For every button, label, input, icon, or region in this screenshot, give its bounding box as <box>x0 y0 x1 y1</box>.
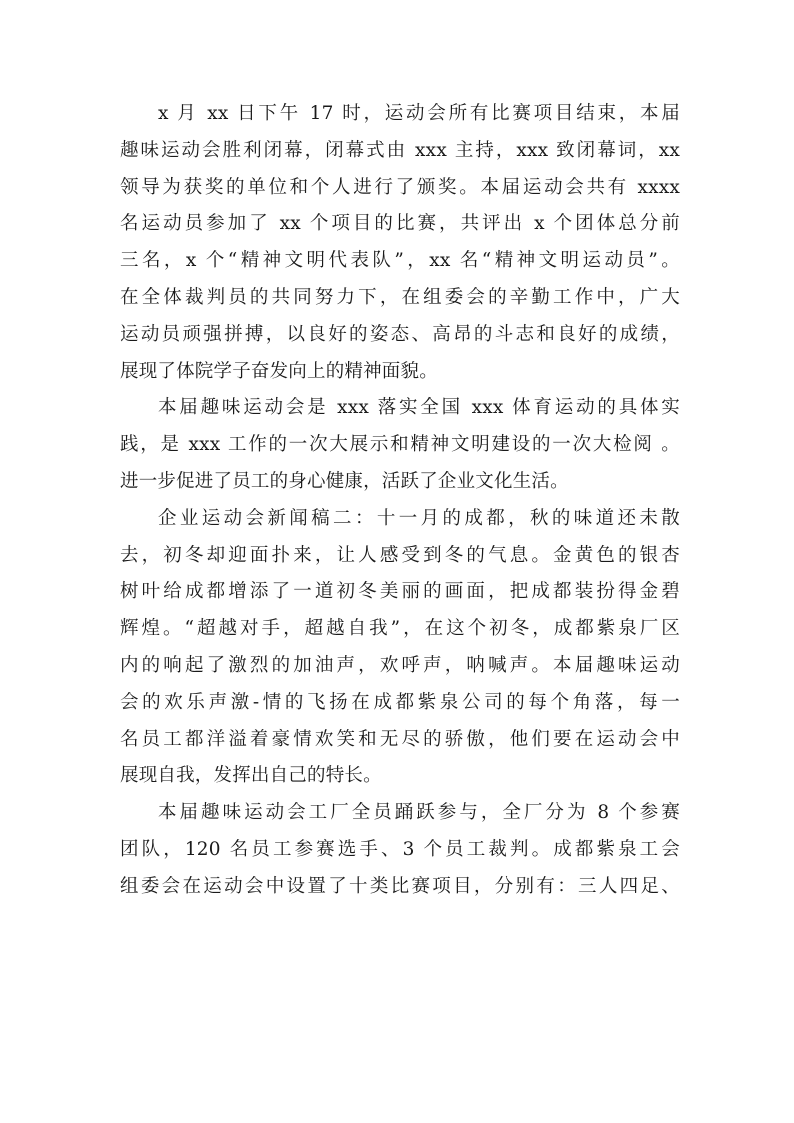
text-line: 会的欢乐声激-情的飞扬在成都紫泉公司的每个角落，每一 <box>120 691 680 713</box>
text-line: 企业运动会新闻稿二：十一月的成都，秋的味道还未散 <box>158 507 680 529</box>
text-line: 组委会在运动会中设置了十类比赛项目，分别有：三人四足、 <box>120 875 680 897</box>
text-line: 去，初冬却迎面扑来，让人感受到冬的气息。金黄色的银杏 <box>120 544 680 566</box>
text-line: x 月 xx 日下午 17 时，运动会所有比赛项目结束，本届 <box>158 103 680 124</box>
paragraph-4 <box>120 795 680 905</box>
text-line: 辉煌。“超越对手，超越自我”，在这个初冬，成都紫泉厂区 <box>120 618 680 640</box>
text-line: 本届趣味运动会工厂全员踊跃参与，全厂分为 8 个参赛 <box>158 802 680 824</box>
text-line: 践，是 xxx 工作的一次大展示和精神文明建设的一次大检阅 。 <box>120 434 680 456</box>
text-line: 趣味运动会胜利闭幕，闭幕式由 xxx 主持，xxx 致闭幕词，xx <box>120 139 680 161</box>
text-line: 领导为获奖的单位和个人进行了颁奖。本届运动会共有 xxxx <box>120 176 680 198</box>
text-line: 三名，x 个“精神文明代表队”，xx 名“精神文明运动员”。 <box>120 250 680 272</box>
text-line: 名员工都洋溢着豪情欢笑和无尽的骄傲，他们要在运动会中 <box>120 728 680 750</box>
document-body <box>120 96 680 906</box>
paragraph-1 <box>120 96 680 390</box>
text-line: 名运动员参加了 xx 个项目的比赛，共评出 x 个团体总分前 <box>120 213 680 235</box>
text-line: 展现了体院学子奋发向上的精神面貌。 <box>120 360 438 382</box>
text-line: 树叶给成都增添了一道初冬美丽的画面，把成都装扮得金碧 <box>120 581 680 603</box>
paragraph-3 <box>120 501 680 795</box>
text-line: 内的响起了激烈的加油声，欢呼声，呐喊声。本届趣味运动 <box>120 654 680 676</box>
paragraph-2 <box>120 390 680 500</box>
text-line: 进一步促进了员工的身心健康，活跃了企业文化生活。 <box>120 470 569 492</box>
text-line: 运动员顽强拼搏，以良好的姿态、高昂的斗志和良好的成绩， <box>120 323 680 345</box>
text-line: 展现自我，发挥出自己的特长。 <box>120 765 382 787</box>
text-line: 在全体裁判员的共同努力下，在组委会的辛勤工作中，广大 <box>120 286 680 308</box>
text-line: 本届趣味运动会是 xxx 落实全国 xxx 体育运动的具体实 <box>158 397 680 419</box>
text-line: 团队，120 名员工参赛选手、3 个员工裁判。成都紫泉工会 <box>120 838 680 860</box>
